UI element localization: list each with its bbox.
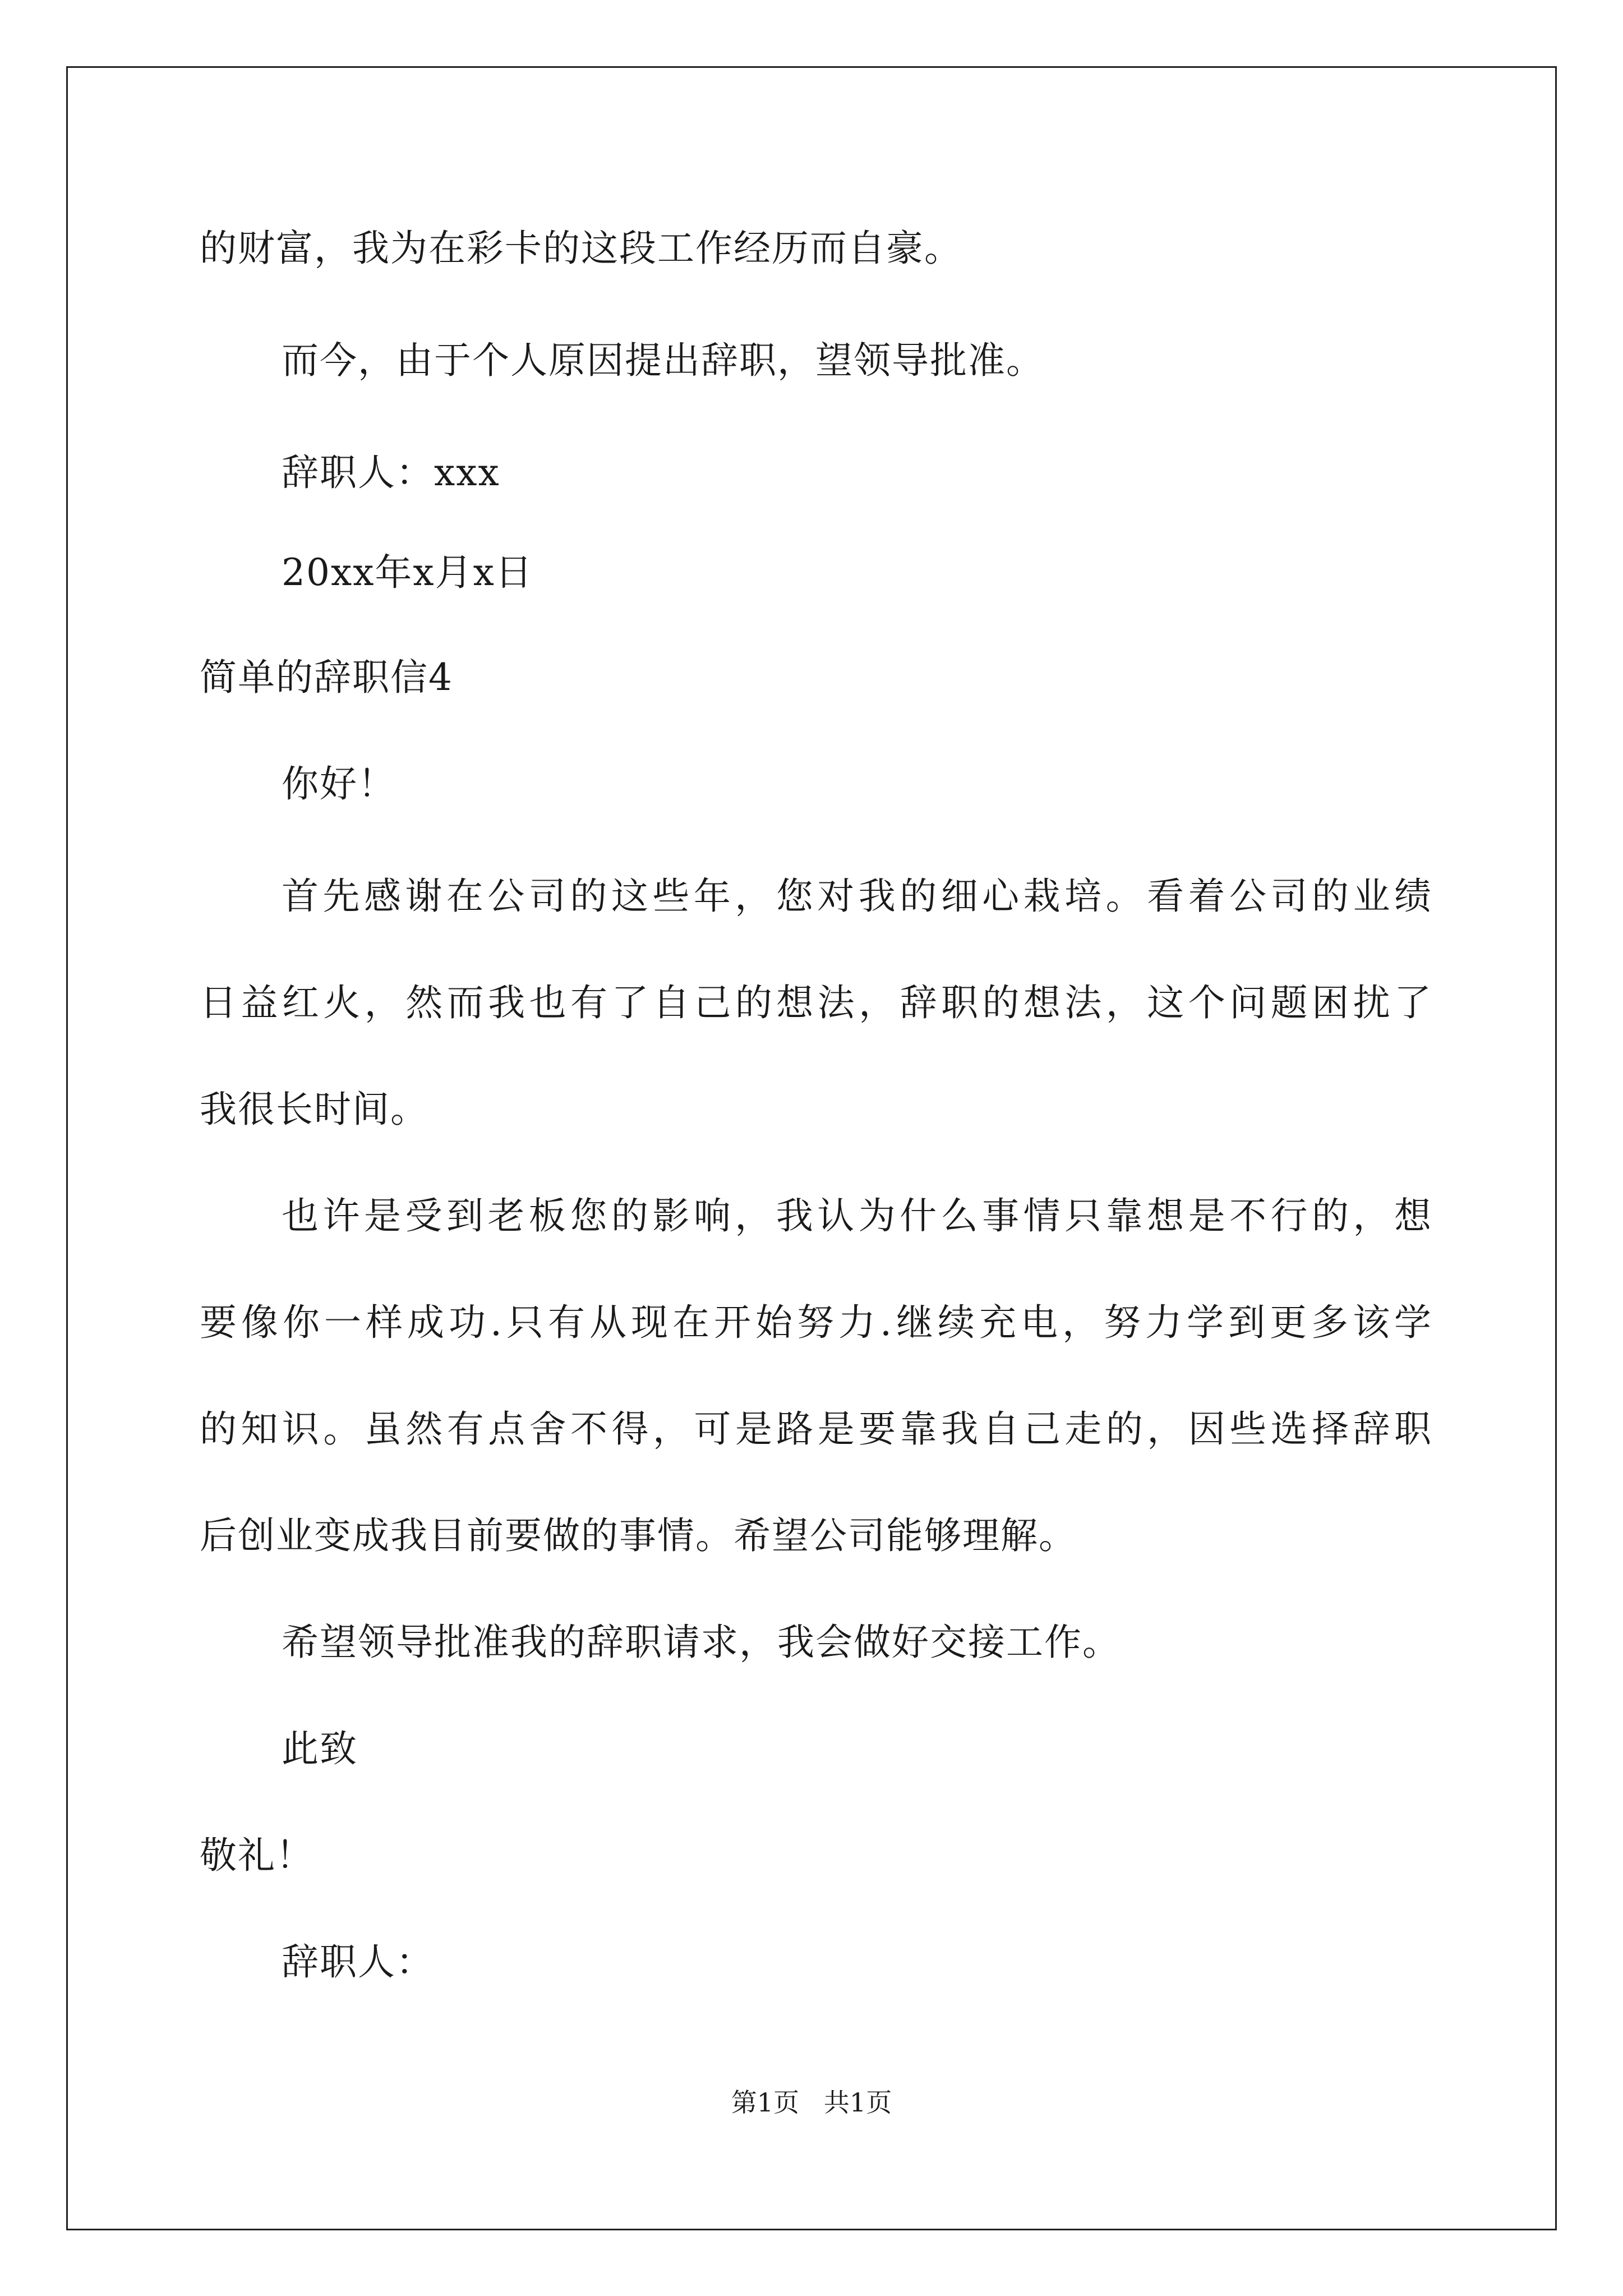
signature-line: 辞职人：xxx [282,451,500,494]
greeting-line: 你好！ [282,762,396,806]
body-paragraph-line: 我很长时间。 [200,1088,428,1131]
page-footer: 第1页 共1页 [731,2087,892,2118]
closing-line: 此致 [282,1727,358,1770]
page-border [66,66,1557,2230]
body-paragraph-line: 日益红火，然而我也有了自己的想法，辞职的想法，这个问题困扰了 [200,981,1431,1024]
body-line-resignation-reason: 而今，由于个人原因提出辞职，望领导批准。 [282,339,1044,382]
signature-line: 辞职人： [282,1940,434,1984]
body-line-wealth: 的财富，我为在彩卡的这段工作经历而自豪。 [200,227,962,270]
body-paragraph-line: 也许是受到老板您的影响，我认为什么事情只靠想是不行的，想 [282,1194,1431,1237]
body-paragraph-line: 要像你一样成功.只有从现在开始努力.继续充电，努力学到更多该学 [200,1301,1431,1344]
body-paragraph-line: 后创业变成我目前要做的事情。希望公司能够理解。 [200,1514,1077,1557]
salutation-line: 敬礼！ [200,1834,314,1877]
date-line: 20xx年x月x日 [282,551,533,594]
section-title: 简单的辞职信4 [200,656,453,699]
body-paragraph-line: 的知识。虽然有点舍不得，可是路是要靠我自己走的，因些选择辞职 [200,1407,1431,1451]
body-paragraph-line: 希望领导批准我的辞职请求，我会做好交接工作。 [282,1621,1121,1664]
body-paragraph-line: 首先感谢在公司的这些年，您对我的细心栽培。看着公司的业绩 [282,875,1431,918]
